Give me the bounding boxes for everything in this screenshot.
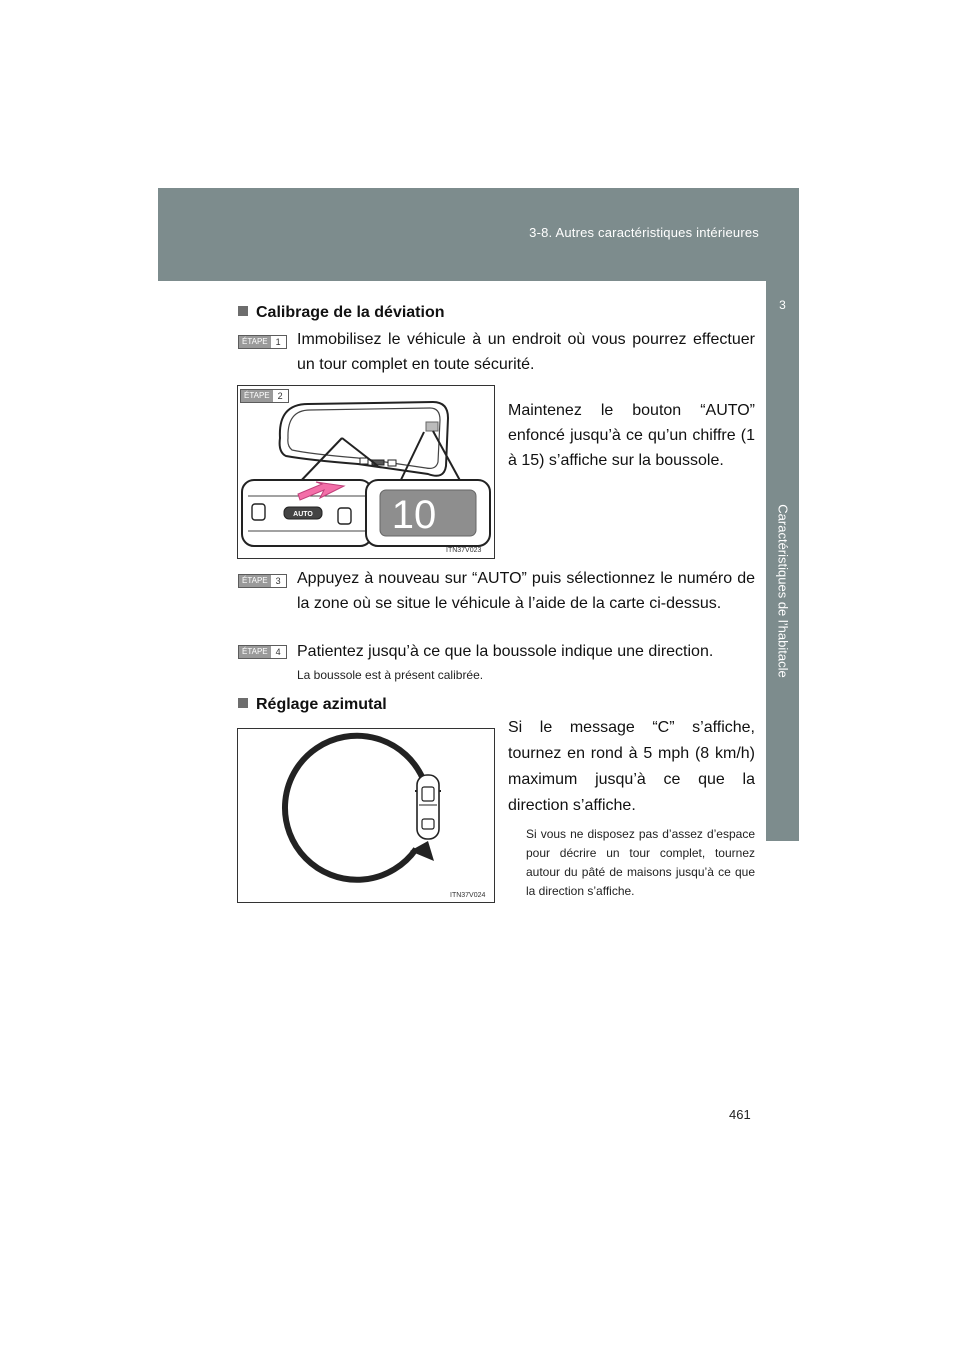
circle-drive-illustration xyxy=(238,729,494,902)
mirror-figure xyxy=(237,385,495,559)
circle-figure xyxy=(237,728,495,903)
step-badge-2: ÉTAPE 2 xyxy=(240,389,289,403)
step-4-text: Patientez jusqu’à ce que la boussole indique une direction. xyxy=(297,643,714,660)
step-3-text: Appuyez à nouveau sur “AUTO” puis sélectionnez le numéro de la zone où se situe le véhicule à l’aide de la carte ci-dessus. xyxy=(297,570,755,612)
mirror-illustration xyxy=(238,386,494,558)
chapter-number: 3 xyxy=(779,298,786,312)
heading-bullet-icon xyxy=(238,306,248,316)
car-icon xyxy=(415,775,441,839)
step-badge-3: ÉTAPE 3 xyxy=(238,574,287,588)
chapter-label: Caractéristiques de l’habitacle xyxy=(775,504,791,678)
header-band xyxy=(158,188,799,281)
page-number: 461 xyxy=(729,1107,751,1122)
section-title: 3-8. Autres caractéristiques intérieures xyxy=(529,225,759,240)
figure-code: ITN37V023 xyxy=(446,547,482,554)
calibration-note: La boussole est à présent calibrée. xyxy=(297,668,484,682)
step-2-text: Maintenez le bouton “AUTO” enfoncé jusqu’à ce qu’un chiffre (1 à 15) s’affiche sur la boussole. xyxy=(508,402,755,469)
azimuth-note: Si vous ne disposez pas d’assez d’espace pour décrire un tour complet, tournez autour du pâté de maisons jusqu’à ce que la direction s’affiche. xyxy=(526,827,755,898)
auto-button-label: AUTO xyxy=(293,511,313,518)
azimuth-heading: Réglage azimutal xyxy=(238,696,387,714)
calibration-heading: Calibrage de la déviation xyxy=(238,304,445,322)
azimuth-text: Si le message “C” s’affiche, tournez en rond à 5 mph (8 km/h) maximum jusqu’à ce que la direction s’affiche. xyxy=(508,719,755,814)
figure-code: ITN37V024 xyxy=(450,892,486,899)
step-1-text: Immobilisez le véhicule à un endroit où vous pourrez effectuer un tour complet en toute sécurité. xyxy=(297,331,755,373)
step-badge-4: ÉTAPE 4 xyxy=(238,645,287,659)
heading-bullet-icon xyxy=(238,698,248,708)
step-badge-1: ÉTAPE 1 xyxy=(238,335,287,349)
compass-display-value: 10 xyxy=(391,493,437,537)
chapter-tab xyxy=(766,281,799,841)
